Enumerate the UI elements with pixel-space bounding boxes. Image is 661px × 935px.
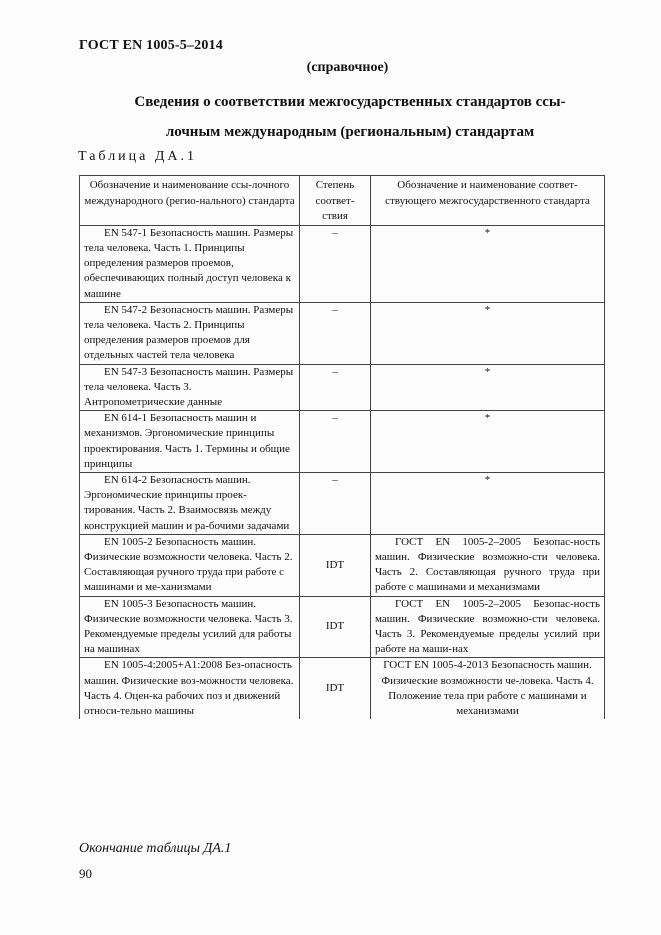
degree-cell: – bbox=[300, 302, 371, 364]
table-row bbox=[80, 225, 605, 302]
reference-standard-cell: EN 614-1 Безопасность машин и механизмов. Эргономические принципы проектирования. Часть 1. Термины и общие принципы bbox=[80, 411, 300, 473]
degree-cell: IDT bbox=[300, 596, 371, 658]
degree-cell: – bbox=[300, 225, 371, 302]
reference-standard-cell: EN 547-1 Безопасность машин. Размеры тела человека. Часть 1. Принципы определения размеров проемов, обеспечивающих полный доступ человека к машине bbox=[80, 225, 300, 302]
header-reference-standard: Обозначение и наименование ссы-лочного международного (регио-нального) стандарта bbox=[80, 176, 300, 226]
reference-standard-cell: EN 547-3 Безопасность машин. Размеры тела человека. Часть 3. Антропометрические данные bbox=[80, 364, 300, 411]
interstate-standard-cell: ГОСТ EN 1005-2–2005 Безопас-ность машин. Физические возможно-сти человека. Часть 3. Рекомендуемые пределы усилий при работе на маши-нах bbox=[371, 596, 605, 658]
reference-standard-cell: EN 1005-3 Безопасность машин. Физические возможности человека. Часть 3. Рекомендуемые пределы усилий для работы на машинах bbox=[80, 596, 300, 658]
table-row bbox=[80, 302, 605, 364]
interstate-standard-cell: * bbox=[371, 411, 605, 473]
reference-standard-cell: EN 614-2 Безопасность машин. Эргономические принципы проек-тирования. Часть 2. Взаимосвязь между конструкцией машин и ра-бочими задачами bbox=[80, 473, 300, 535]
degree-cell: IDT bbox=[300, 658, 371, 719]
interstate-standard-cell: ГОСТ EN 1005-2–2005 Безопас-ность машин. Физические возможно-сти человека. Часть 2. Составляющая ручного труда при работе с машинами и механизмами bbox=[371, 534, 605, 596]
degree-cell: – bbox=[300, 364, 371, 411]
interstate-standard-cell: ГОСТ EN 1005-4-2013 Безопасность машин. Физические возможности че-ловека. Часть 4. Положение тела при работе с машинами и механизмами bbox=[371, 658, 605, 719]
table-row bbox=[80, 411, 605, 473]
reference-standard-cell: EN 1005-4:2005+A1:2008 Без-опасность машин. Физические воз-можности человека. Часть 4. Оцен-ка рабочих поз и движений относи-тельно машины bbox=[80, 658, 300, 719]
appendix-note: (справочное) bbox=[306, 60, 389, 75]
interstate-standard-cell: * bbox=[371, 364, 605, 411]
interstate-standard-cell: * bbox=[371, 473, 605, 535]
reference-standard-cell: EN 547-2 Безопасность машин. Размеры тела человека. Часть 2. Принципы определения размеров проемов для отдельных частей тела человека bbox=[80, 302, 300, 364]
title-line-1: Сведения о соответствии межгосударственных стандартов ссы- bbox=[134, 94, 566, 110]
interstate-standard-cell: * bbox=[371, 225, 605, 302]
table-row bbox=[80, 596, 605, 658]
table-row bbox=[80, 534, 605, 596]
header-interstate-standard: Обозначение и наименование соответ-ствующего межгосударственного стандарта bbox=[371, 176, 605, 226]
degree-cell: – bbox=[300, 473, 371, 535]
table-caption: Таблица ДА.1 bbox=[78, 149, 198, 164]
page-number: 90 bbox=[79, 866, 92, 881]
degree-cell: – bbox=[300, 411, 371, 473]
table-row bbox=[80, 658, 605, 719]
table-row bbox=[80, 364, 605, 411]
header-degree: Степень соответ-ствия bbox=[300, 176, 371, 226]
document-code: ГОСТ EN 1005-5–2014 bbox=[79, 38, 223, 53]
table-end-note: Окончание таблицы ДА.1 bbox=[79, 841, 232, 856]
correspondence-table bbox=[79, 175, 605, 719]
interstate-standard-cell: * bbox=[371, 302, 605, 364]
title-line-2: лочным международным (региональным) стандартам bbox=[165, 124, 535, 140]
reference-standard-cell: EN 1005-2 Безопасность машин. Физические возможности человека. Часть 2. Составляющая ручного труда при работе с машинами и ме-ханизмами bbox=[80, 534, 300, 596]
table-header-row bbox=[80, 176, 605, 226]
appendix-title bbox=[70, 87, 630, 147]
table-row bbox=[80, 473, 605, 535]
degree-cell: IDT bbox=[300, 534, 371, 596]
